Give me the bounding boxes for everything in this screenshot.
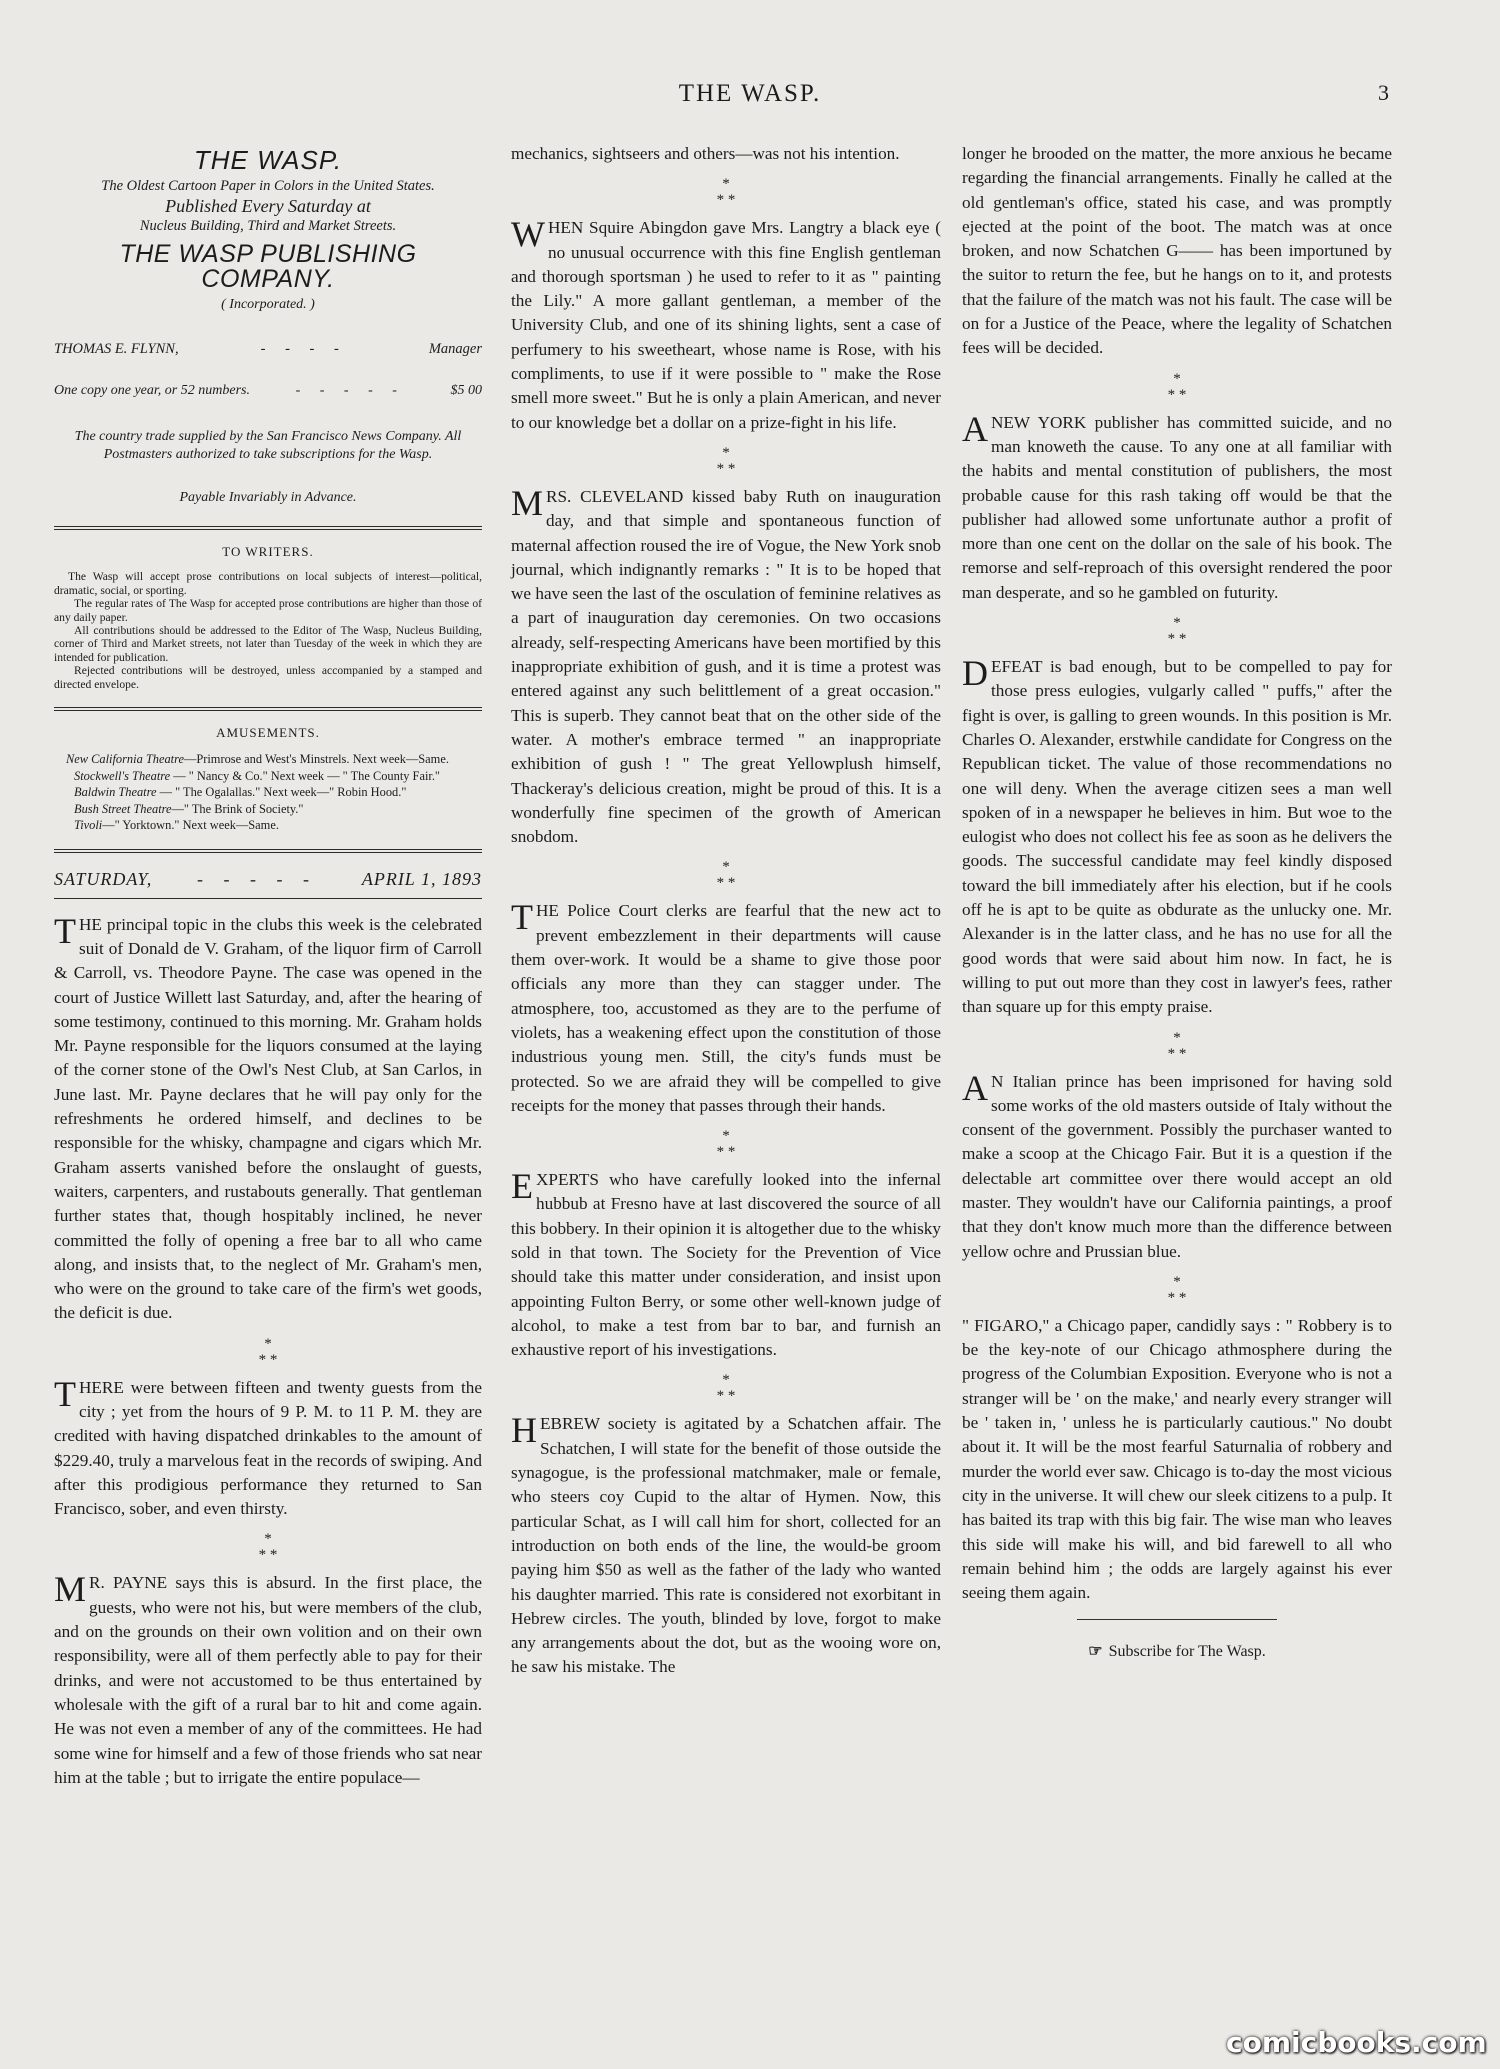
section-stars: * * *	[716, 859, 736, 892]
article-paragraph: mechanics, sightseers and others—was not his intention.	[511, 144, 900, 163]
article-paragraph: DEFEAT is bad enough, but to be compelled to pay for those press eulogies, vulgarly called " puffs," after the fight is over, is galling to green wounds. In this position is Mr. Charles O. Alexander, erstwhile candidate for Congress on the Republican ticket. The value of those recommendations no one will deny. When the average citizen sees a man well spoken of in a newspaper he believes in him. But woe to the eulogist who does not collect his fee as soon as he delivers the goods. The successful candidate may feel kindly disposed toward the bill immediately after his election, but if he cools off he is apt to be quite as obdurate as the unlucky one. Mr. Alexander is in the latter class, and he has no use for all the good words that were said about him now. In fact, he is willing to put out more than they cost in lawyer's fees, rather than square up for this empty praise.	[962, 653, 1392, 1017]
trade-note: The country trade supplied by the San Francisco News Company. All Postmasters authorized to take subscriptions for the Wasp.	[74, 428, 462, 462]
price-line	[54, 379, 482, 403]
amusement-item	[54, 751, 482, 767]
article-paragraph: ANEW YORK publisher has committed suicide, and no man knoweth the cause. To any one at all familiar with the habits and mental constitution of publishers, the most probable cause for this rash taking off would be that the publisher had allowed some unfortunate author a profit of more than one cent on the dollar on the sale of his book. The remorse and self-reproach of this oversight rendered the poor man desperate, and so he gambled on futurity.	[962, 408, 1392, 602]
article-paragraph: " FIGARO," a Chicago paper, candidly says : " Robbery is to be the key-note of our Chicago athmosphere during the progress of the Columbian Exposition. Everyone who is not a stranger will be ' on the make,' and nearly every stranger will be ' taken in, ' unless he is particularly cautious." No doubt about it. It will be the most fearful Saturnalia of robbery and murder the world ever saw. Chicago is to-day the most vicious city in the universe. It will chew our sleek citizens to a pulp. It has baited its trap with this big fair. The wise man who leaves this side will make his will, and bid farewell to all who remain behind him ; the odds are largely against his ever seeing them again.	[962, 1315, 1392, 1603]
amusement-venue: Stockwell's Theatre	[74, 768, 171, 783]
article-paragraph: MRS. CLEVELAND kissed baby Ruth on inauguration day, and that simple and spontaneous function of maternal affection roused the ire of Vogue, the New York snob journal, which indignantly remarks : " It is to be hoped that we have seen the last of the osculation of feminine relatives as a part of inauguration day ceremonies. On two occasions already, self-respecting Americans have been mortified by this inappropriate exhibition of gush, and it is time a protest was entered against any such belittlement of a great occasion." This is superb. They cannot beat that on the other side of the water. A mother's embrace termed " an inappropriate exhibition of gush ! " The great Yellowplush himself, Thackeray's delicious creation, might be proud of this. It is a wonderfully fine specimen of the growth of American snobdom.	[511, 482, 941, 847]
amusement-text: — " The Ogalallas." Next week—" Robin Hood."	[156, 785, 407, 800]
price-dots: - - - - -	[295, 383, 405, 399]
masthead-company: THE WASP PUBLISHING COMPANY.	[119, 240, 417, 293]
masthead	[54, 145, 482, 510]
section-stars: * * *	[1167, 1273, 1187, 1306]
to-writers-paragraph: Rejected contributions will be destroyed, unless accompanied by a stamped and directed envelope.	[54, 664, 482, 691]
section-stars: * * *	[258, 1335, 278, 1368]
masthead-line-1: The Oldest Cartoon Paper in Colors in the United States.	[101, 178, 435, 195]
running-title: THE WASP.	[678, 80, 822, 107]
dateline-date: APRIL 1, 1893	[361, 869, 482, 890]
dateline-day: SATURDAY,	[54, 869, 153, 890]
amusement-text: — " Nancy & Co." Next week — " The County Fair."	[170, 768, 440, 783]
column-3	[962, 142, 1392, 1665]
section-stars: * * *	[1167, 615, 1187, 648]
subscribe-text: Subscribe for The Wasp.	[1108, 1643, 1266, 1661]
manager-role: Manager	[428, 341, 482, 358]
amusement-venue: Baldwin Theatre	[74, 785, 157, 800]
amusement-text: —" The Brink of Society."	[171, 801, 304, 816]
amusement-venue: Bush Street Theatre	[74, 801, 172, 816]
divider	[1077, 1619, 1277, 1620]
article-paragraph: WHEN Squire Abingdon gave Mrs. Langtry a black eye ( no unusual occurrence with this fine English gentleman and thorough sportsman ) he used to refer to it as " painting the Lily." A more gallant gentleman, a member of the University Club, and one of its shining lights, sent a case of perfumery to his sweetheart, whose name is Rose, with his compliments, to use if it were possible to " make the Rose smell more sweet." But he is only a plain American, and never to our knowledge bet a dollar on a prize-fight in his life.	[511, 214, 941, 432]
section-stars: * * *	[258, 1531, 278, 1564]
subscribe-note	[962, 1640, 1392, 1664]
article-paragraph: longer he brooded on the matter, the more anxious he became regarding the financial arrangements. Finally he called at the old gentleman's office, stated his case, and was promptly ejected at the point of the boot. The match was at once broken, and now Schatchen G—— has been importuned by the suitor to return the fee, but he hangs on to it, and protests that the failure of the match was not his fault. The case will be on for a Justice of the Peace, where the legality of Schatchen fees will be decided.	[962, 144, 1392, 358]
masthead-line-2: Published Every Saturday at	[165, 196, 371, 217]
column-1	[54, 142, 482, 1790]
masthead-incorporated: ( Incorporated. )	[221, 296, 315, 312]
manager-name: THOMAS E. FLYNN,	[54, 341, 179, 358]
section-stars: * * *	[716, 176, 736, 209]
to-writers-heading: TO WRITERS.	[222, 544, 314, 560]
amusement-venue: Tivoli	[74, 817, 103, 832]
column-2	[511, 142, 941, 1680]
amusement-item	[54, 801, 482, 817]
article-paragraph: THE Police Court clerks are fearful that the new act to prevent embezzlement in their departments will cause them over-work. It would be a shame to give those poor officials any more than they can stagger under. The atmosphere, too, accustomed as they are to the perfume of violets, has a weakening effect upon the constitution of those industrious young men. Still, the city's funds must be protected. So we are afraid they will be compelled to give receipts for the money that passes through their hands.	[511, 897, 941, 1115]
page-number: 3	[1378, 80, 1389, 105]
amusements-list	[54, 751, 482, 833]
amusement-text: —Primrose and West's Minstrels. Next week—Same.	[183, 752, 449, 767]
amusement-item	[54, 817, 482, 833]
dateline	[54, 867, 482, 891]
price-text: One copy one year, or 52 numbers.	[54, 383, 250, 399]
article-paragraph: HEBREW society is agitated by a Schatchen affair. The Schatchen, I will state for the benefit of those outside the synagogue, is the professional matchmaker, male or female, who steers coy Cupid to the altar of Hymen. Now, this particular Schat, as I will call him for short, collected for an introduction on both ends of the line, the would-be groom paying him $50 as well as the father of the lady who wanted his daughter married. This rate is considered not exorbitant in Hebrew circles. The youth, blinded by love, forgot to make any arrangements about the dot, but as the wooing wore on, he saw his mistake. The	[511, 1410, 941, 1677]
amusements-heading: AMUSEMENTS.	[216, 725, 320, 741]
article-paragraph: THE principal topic in the clubs this week is the celebrated suit of Donald de V. Graham, of the liquor firm of Carroll & Carroll, vs. Theodore Payne. The case was opened in the court of Justice Willett last Saturday, and, after the hearing of some testimony, continued to this morning. Mr. Graham holds Mr. Payne responsible for the liquors consumed at the laying of the corner stone of the Owl's Nest Club, at San Carlos, in June last. Mr. Payne declares that he will pay only for the refreshments he ordered himself, and declines to be responsible for the whisky, champagne and cigars which Mr. Graham asserts vanished before the onslaught of guests, waiters, carpenters, and rustabouts generally. That gentleman further states that, though hospitably inclined, he never committed the folly of opening a free bar to all who came along, and insists that, to the neglect of Mr. Graham's men, who were on the ground to take care of the firm's wet goods, the deficit is due.	[54, 910, 482, 1323]
section-stars: * * *	[716, 1128, 736, 1161]
watermark-text: comicbooks.com	[1226, 2026, 1487, 2059]
divider	[54, 707, 482, 711]
article-paragraph: THERE were between fifteen and twenty guests from the city ; yet from the hours of 9 P. M. to 11 P. M. they are credited with having dispatched drinkables to the amount of $229.40, truly a marvelous feat in the records of swiping. And after this prodigious performance they returned to San Francisco, sober, and even thirsty.	[54, 1373, 482, 1519]
section-stars: * * *	[1167, 1029, 1187, 1062]
amusement-text: —" Yorktown." Next week—Same.	[102, 817, 279, 832]
payable-note: Payable Invariably in Advance.	[179, 489, 357, 505]
article-paragraph: MR. PAYNE says this is absurd. In the first place, the guests, who were not his, but were members of the club, and on the grounds on their own volition and on their own responsibility, were all of them perfectly able to pay for their drinks, and were not accustomed to be thus entertained by wholesale with the gift of a rural bar to hit and come again. He was not even a member of any of the committees. He had some wine for himself and a few of those friends who sat near him at the table ; but to irrigate the entire populace—	[54, 1569, 482, 1787]
divider	[54, 526, 482, 530]
to-writers-paragraph: All contributions should be addressed to the Editor of The Wasp, Nucleus Building, corner of Third and Market streets, not later than Tuesday of the week in which they are intended for publication.	[54, 624, 482, 664]
manager-dots: - - - -	[260, 341, 347, 358]
section-stars: * * *	[716, 1372, 736, 1405]
pointing-hand-icon: ☞	[1088, 1643, 1103, 1661]
divider	[54, 849, 482, 853]
masthead-title: THE WASP.	[193, 145, 343, 175]
dateline-dots: - - - - -	[197, 869, 317, 890]
to-writers-paragraph: The Wasp will accept prose contributions on local subjects of interest—political, dramatic, social, or sporting.	[54, 570, 482, 597]
article-paragraph: AN Italian prince has been imprisoned for having sold some works of the old masters outside of Italy without the consent of the government. Possibly the purchaser wanted to make a scoop at the Chicago Fair. But it is a question if the delectable art committee over there would accept an old master. They wouldn't have our California paintings, a proof that they don't know much more than the difference between yellow ochre and Prussian blue.	[962, 1067, 1392, 1261]
section-stars: * * *	[716, 444, 736, 477]
article-paragraph: EXPERTS who have carefully looked into the infernal hubbub at Fresno have at last discovered the source of all this bobbery. In their opinion it is altogether due to the whisky sold in that town. The Society for the Prevention of Vice should take this matter under consideration, and insist upon appointing Fulton Berry, or some other well-known judge of alcohol, to make a test from bar to bar, and furnish an exhaustive report of his investigations.	[511, 1166, 941, 1360]
amusement-venue: New California Theatre	[66, 752, 184, 767]
amusement-item	[54, 768, 482, 784]
manager-line	[54, 337, 482, 361]
price-value: $5 00	[450, 383, 482, 399]
to-writers-body	[54, 570, 482, 691]
to-writers-paragraph: The regular rates of The Wasp for accepted prose contributions are higher than those of any daily paper.	[54, 597, 482, 624]
amusement-item	[54, 784, 482, 800]
section-stars: * * *	[1167, 370, 1187, 403]
masthead-line-3: Nucleus Building, Third and Market Streets.	[139, 218, 397, 235]
